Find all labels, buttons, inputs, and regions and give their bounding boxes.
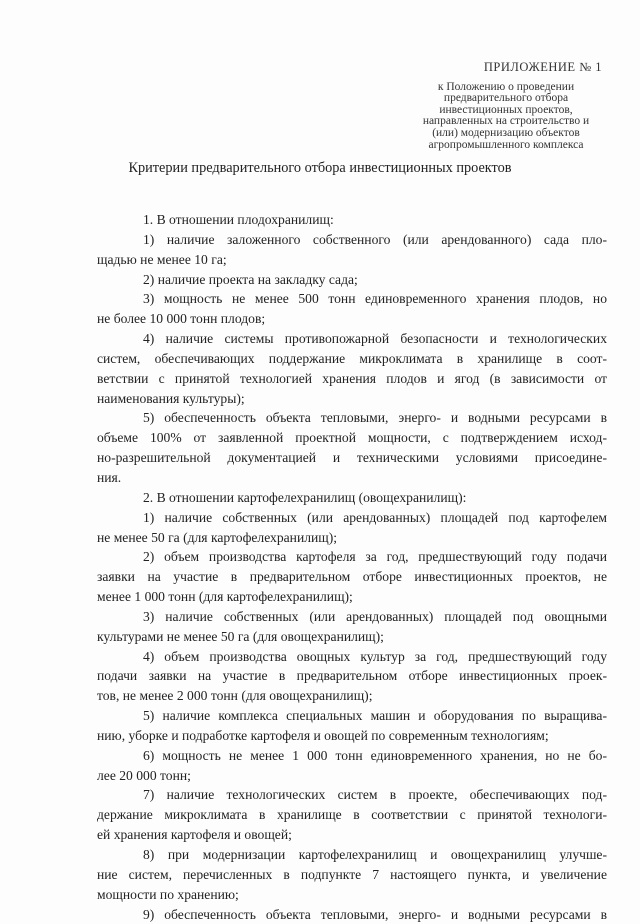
body-text-line: наименования культуры); [97, 390, 245, 406]
appendix-header [392, 62, 602, 151]
appendix-heading: ПРИЛОЖЕНИЕ № 1 [483, 60, 602, 74]
body-text-line: 8) при модернизации картофелехранилищ и овощехранилищ улучше- [143, 847, 607, 862]
body-text-line: тов, не менее 2 000 тонн (для овощехранилищ); [97, 688, 373, 704]
appendix-line: предварительного отбора [443, 92, 569, 105]
appendix-line: направленных на строительство и [422, 115, 590, 128]
appendix-line: агропромышленного комплекса [428, 138, 584, 151]
body-text-line: 2. В отношении картофелехранилищ (овощехранилищ): [143, 489, 467, 505]
appendix-line: инвестиционных проектов, [439, 103, 573, 116]
document-body [97, 210, 607, 924]
body-text-line: но-разрешительной документацией и техническими условиями присоедине- [97, 450, 607, 466]
body-text-line: 2) наличие проекта на закладку сада; [143, 271, 358, 287]
appendix-line: (или) модернизацию объектов [432, 126, 580, 139]
body-text-line: 1. В отношении плодохранилищ: [143, 212, 334, 227]
body-text-line: заявки на участие в предварительном отборе инвестиционных проектов, не [97, 569, 607, 585]
body-text-line: держание микроклимата в хранилище в соответствии с принятой технологи- [97, 807, 607, 823]
body-text-line: систем, обеспечивающих поддержание микроклимата в хранилище в соот- [97, 350, 607, 366]
body-text-line: культурами не менее 50 га (для овощехранилищ); [97, 628, 384, 644]
body-text-line: 5) обеспеченность объекта тепловыми, энерго- и водными ресурсами в [143, 410, 607, 426]
document-title: Критерии предварительного отбора инвестиционных проектов [128, 160, 512, 176]
body-text-line: ветствии с принятой технологией хранения плодов и ягод (в зависимости от [97, 370, 607, 386]
body-text-line: ния. [97, 469, 122, 485]
body-text-line: 4) наличие системы противопожарной безопасности и технологических [143, 331, 607, 347]
body-text-line: мощности по хранению; [97, 886, 239, 902]
body-text-line: подачи заявки на участие в предварительном отборе инвестиционных проек- [97, 668, 607, 684]
body-text-line: ей хранения картофеля и овощей; [97, 827, 292, 843]
body-text-line: нию, уборке и подработке картофеля и овощей по современным технологиям; [97, 727, 549, 743]
body-text-line: объеме 100% от заявленной проектной мощности, с подтверждением исход- [97, 430, 607, 446]
body-text-line: не более 10 000 тонн плодов; [97, 311, 266, 327]
body-text-line: менее 1 000 тонн (для картофелехранилищ); [97, 589, 353, 605]
body-text-line: 1) наличие собственных (или арендованных) площадей под картофелем [143, 509, 607, 525]
body-text-line: 2) объем производства картофеля за год, предшествующий году подачи [143, 549, 607, 565]
body-text-line: 6) мощность не менее 1 000 тонн единовременного хранения, но не бо- [143, 747, 607, 763]
body-text-line: щадью не менее 10 га; [97, 251, 227, 267]
body-text-line: не менее 50 га (для картофелехранилищ); [97, 529, 338, 545]
body-text-line: лее 20 000 тонн; [97, 767, 191, 783]
body-text-line: 4) объем производства овощных культур за год, предшествующий году [143, 648, 607, 664]
appendix-line: к Положению о проведении [437, 80, 575, 93]
body-text-line: 9) обеспеченность объекта тепловыми, энерго- и водными ресурсами в [143, 906, 607, 922]
body-text-line: 3) наличие собственных (или арендованных) площадей под овощными [143, 608, 607, 624]
body-text-line: 7) наличие технологических систем в проекте, обеспечивающих под- [143, 787, 607, 803]
body-text-line: 1) наличие заложенного собственного (или арендованного) сада пло- [143, 231, 607, 247]
body-text-line: 5) наличие комплекса специальных машин и оборудования по выращива- [143, 708, 607, 724]
body-text-line: ние систем, перечисленных в подпункте 7 настоящего пункта, и увеличение [97, 866, 607, 882]
body-text-line: 3) мощность не менее 500 тонн единовременного хранения плодов, но [143, 291, 607, 307]
